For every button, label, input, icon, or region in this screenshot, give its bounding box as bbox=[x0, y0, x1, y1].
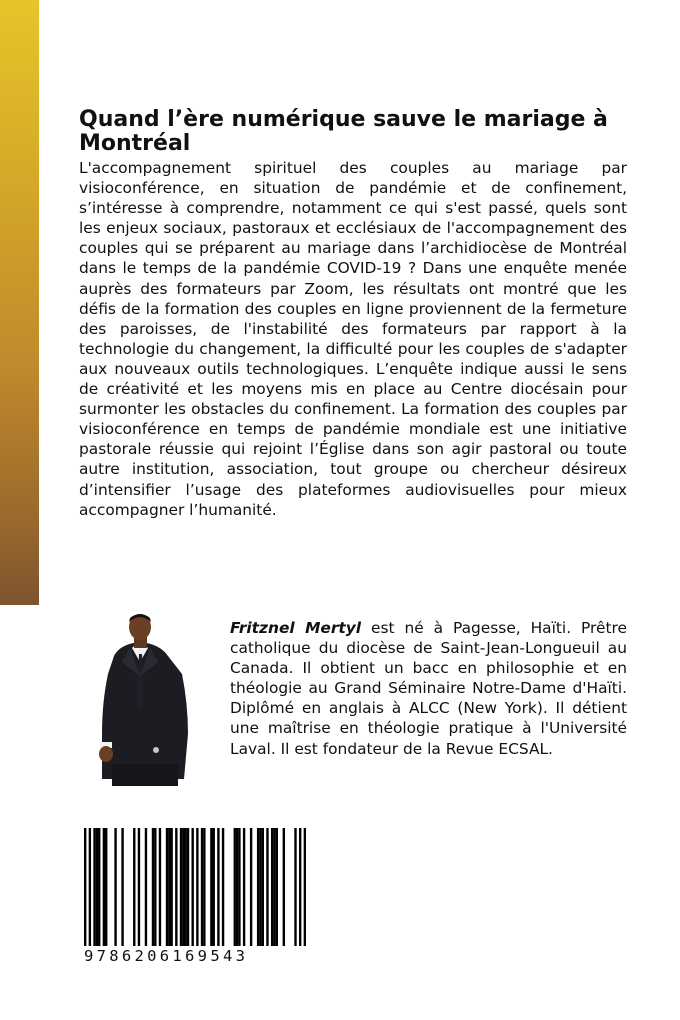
barcode-bar bbox=[243, 828, 245, 946]
barcode-bar bbox=[93, 828, 95, 946]
barcode-bar bbox=[236, 828, 238, 946]
barcode-bar bbox=[276, 828, 278, 946]
barcode-bar bbox=[114, 828, 116, 946]
book-summary: L'accompagnement spirituel des couples au mariage par visioconférence, en situation de pandémie et de confinement, s’intéresse à comprendre, notamment ce qui s'est passé, quels sont les enjeux sociaux, pastoraux et ecclésiaux de l'accompagnement des couples qui se préparent au mariage dans l’archidiocèse de Montréal dans le temps de la pandémie COVID-19 ? Dans une enquête menée auprès des formateurs par Zoom, les résultats ont montré que les défis de la formation des couples en ligne proviennent de la fermeture des paroisses, de l'instabilité des formateurs par rapport à la technologie du changement, la difficulté pour les couples de s'adapter aux nouveaux outils technologiques. L’enquête indique aussi le sens de créativité et les moyens mis en place au Centre diocésain pour surmonter les obstacles du confinement. La formation des couples par visioconférence en temps de pandémie mondiale est une initiative pastorale réussie qui rejoint l’Église dans son agir pastoral ou toute autre institution, association, tout groupe ou chercheur désireux d’intensifier l’usage des plateformes audiovisuelles pour mieux accompagner l’humanité. bbox=[79, 159, 627, 519]
barcode-bar bbox=[138, 828, 140, 946]
barcode-bar bbox=[166, 828, 168, 946]
barcode-bar bbox=[234, 828, 236, 946]
author-name: Fritznel Mertyl bbox=[230, 619, 362, 637]
book-title: Quand l’ère numérique sauve le mariage à Montréal bbox=[79, 107, 608, 156]
barcode-bar bbox=[121, 828, 123, 946]
barcode-bar bbox=[217, 828, 219, 946]
barcode-bar bbox=[98, 828, 100, 946]
barcode-bar bbox=[201, 828, 203, 946]
barcode-bar bbox=[203, 828, 205, 946]
barcode-bar bbox=[294, 828, 296, 946]
barcode-bar bbox=[103, 828, 105, 946]
barcode-bar bbox=[266, 828, 268, 946]
cover-color-strip bbox=[0, 0, 39, 605]
barcode-bar bbox=[187, 828, 189, 946]
barcode-bar bbox=[180, 828, 182, 946]
barcode-bar bbox=[152, 828, 154, 946]
author-portrait-icon bbox=[84, 614, 204, 786]
isbn-barcode bbox=[84, 828, 306, 966]
barcode-bar bbox=[154, 828, 156, 946]
barcode-bar bbox=[222, 828, 224, 946]
isbn-digits: 9786206169543 bbox=[84, 947, 249, 965]
barcode-bar bbox=[105, 828, 107, 946]
barcode-bar bbox=[283, 828, 285, 946]
barcode-bar bbox=[259, 828, 261, 946]
barcode-bar bbox=[182, 828, 184, 946]
barcode-bar bbox=[210, 828, 212, 946]
barcode-bar bbox=[159, 828, 161, 946]
barcode-bar bbox=[96, 828, 98, 946]
barcode-bar bbox=[257, 828, 259, 946]
barcode-bar bbox=[168, 828, 170, 946]
barcode-bar bbox=[250, 828, 252, 946]
barcode-bar bbox=[170, 828, 172, 946]
barcode-bar bbox=[184, 828, 186, 946]
barcode-bar bbox=[262, 828, 264, 946]
barcode-bar bbox=[145, 828, 147, 946]
barcode-bar bbox=[299, 828, 301, 946]
barcode-bar bbox=[175, 828, 177, 946]
author-bio-text: est né à Pagesse, Haïti. Prêtre catholique du diocèse de Saint-Jean-Longueuil au Canada. Il obtient un bacc en philosophie et en théologie au Grand Séminaire Notre-Dame d'Haïti. Diplômé en anglais à ALCC (New York). Il détient une maîtrise en théologie pratique à l'Université Laval. Il est fondateur de la Revue ECSAL. bbox=[230, 619, 627, 758]
barcode-bar bbox=[238, 828, 240, 946]
barcode-bar bbox=[89, 828, 91, 946]
author-photo bbox=[84, 614, 204, 786]
barcode-bar bbox=[133, 828, 135, 946]
barcode-bar bbox=[196, 828, 198, 946]
barcode-bar bbox=[271, 828, 273, 946]
barcode-bar bbox=[84, 828, 86, 946]
barcode-bar bbox=[191, 828, 193, 946]
barcode-bar bbox=[213, 828, 215, 946]
barcode-bar bbox=[273, 828, 275, 946]
barcode-bar bbox=[304, 828, 306, 946]
author-bio bbox=[230, 618, 627, 759]
barcode-bars-icon bbox=[84, 828, 306, 946]
